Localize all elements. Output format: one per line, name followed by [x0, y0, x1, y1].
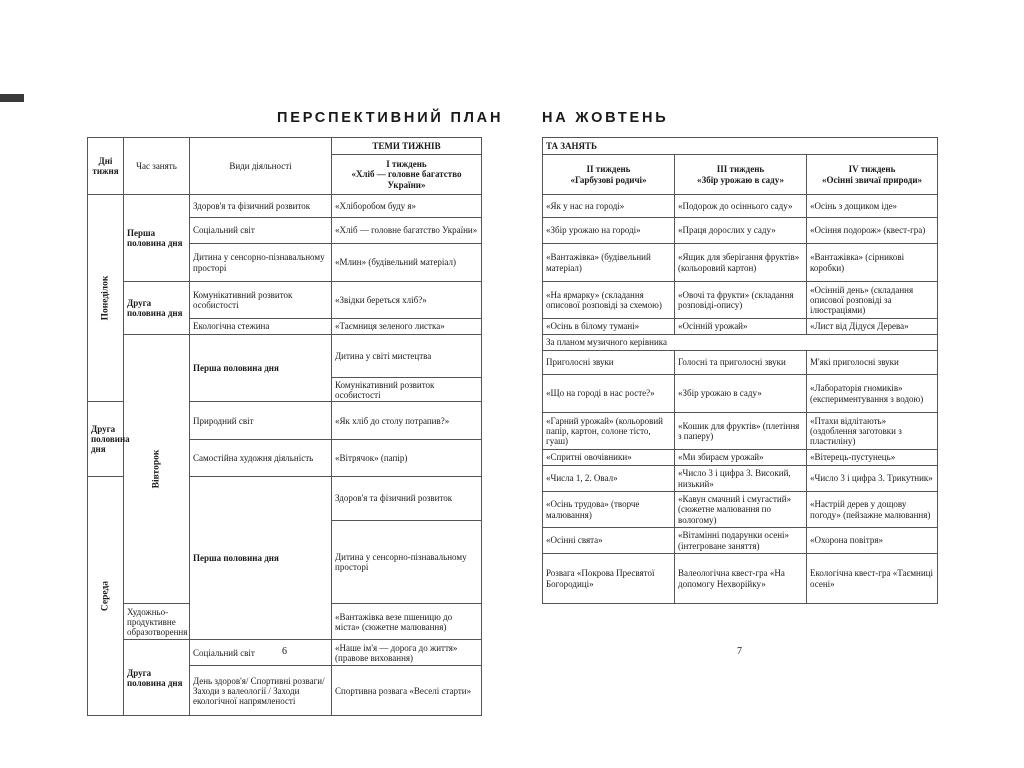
- header-week-themes-continued: ТА ЗАНЯТЬ: [543, 138, 938, 155]
- week-2-theme: «Гарбузові родичі»: [570, 174, 647, 185]
- day-tuesday: [124, 335, 190, 604]
- week-3-num: III тиждень: [716, 164, 765, 175]
- week-2-num: II тиждень: [586, 164, 631, 175]
- week-3-cell: Валеологічна квест-гра «На допомогу Нехворійку»: [675, 554, 807, 604]
- week-4-cell: «Настрій дерев у дощову погоду» (пейзажне малювання): [807, 492, 938, 528]
- merged-music-cell: За планом музичного керівника: [543, 335, 938, 351]
- activity-cell: Дитина у сенсорно-пізнавальному просторі: [332, 520, 482, 604]
- week-2-cell: Розвага «Покрова Пресвятої Богородиці»: [543, 554, 675, 604]
- week-3-cell: «Овочі та фрукти» (складання розповіді-опису): [675, 282, 807, 319]
- week-3-cell: «Вітамінні подарунки осені» (інтегроване заняття): [675, 528, 807, 554]
- week-3-cell: «Праця дорослих у саду»: [675, 218, 807, 244]
- plan-title-left: ПЕРСПЕКТИВНИЙ ПЛАН: [277, 110, 504, 126]
- week-1-cell: «Наше ім'я — дорога до життя» (правове виховання): [332, 640, 482, 666]
- time-wednesday-first: Перша половина дня: [190, 477, 332, 640]
- week-3-cell: «Кошик для фруктів» (плетіння з паперу): [675, 413, 807, 450]
- activity-cell: Соціальний світ: [190, 640, 332, 666]
- week-4-cell: «Осінній день» (складання описової розповіді за ілюстраціями): [807, 282, 938, 319]
- day-wednesday: [88, 477, 124, 716]
- week-4-cell: «Осінь з дощиком іде»: [807, 195, 938, 218]
- week-2-cell: «Збір урожаю на городі»: [543, 218, 675, 244]
- week-4-cell: «Охорона повітря»: [807, 528, 938, 554]
- week-1-cell: «Таємниця зеленого листка»: [332, 319, 482, 335]
- week-2-cell: «Осінь в білому тумані»: [543, 319, 675, 335]
- plan-table-right: [542, 137, 938, 604]
- week-2-cell: «На ярмарку» (складання описової розповіді за схемою): [543, 282, 675, 319]
- activity-cell: Дитина у світі мистецтва: [332, 335, 482, 378]
- activity-cell: Комунікативний розвиток особистості: [190, 282, 332, 319]
- week-2-cell: «Гарний урожай» (кольоровий папір, картон, солоне тісто, гуаш): [543, 413, 675, 450]
- activity-cell: Самостійна художня діяльність: [190, 440, 332, 477]
- week-2-cell: «Як у нас на городі»: [543, 195, 675, 218]
- week-3-cell: «Збір урожаю в саду»: [675, 375, 807, 413]
- activity-cell: Природний світ: [190, 402, 332, 440]
- activity-cell: Соціальний світ: [190, 218, 332, 244]
- day-monday-label: Понеділок: [100, 275, 111, 321]
- week-3-cell: «Число 3 і цифра 3. Високий, низький»: [675, 466, 807, 492]
- week-3-header: [675, 155, 807, 195]
- week-1-cell: «Вантажівка везе пшеницю до міста» (сюжетне малювання): [332, 604, 482, 640]
- week-1-theme: «Хліб — головне багатство України»: [351, 169, 462, 190]
- week-2-cell: «Що на городі в нас росте?»: [543, 375, 675, 413]
- week-1-cell: Спортивна розвага «Веселі старти»: [332, 666, 482, 716]
- week-4-num: IV тиждень: [848, 164, 896, 175]
- page-number-right: 7: [737, 646, 742, 657]
- plan-table-left: [87, 137, 482, 716]
- week-3-cell: «Ми збираєм урожай»: [675, 450, 807, 466]
- week-2-cell: «Осінь трудова» (творче малювання): [543, 492, 675, 528]
- activity-cell: Художньо-продуктивне образотворення: [124, 604, 190, 640]
- week-1-cell: «Хліборобом буду я»: [332, 195, 482, 218]
- week-2-cell: «Спритні овочівники»: [543, 450, 675, 466]
- time-tuesday-first: Перша половина дня: [190, 335, 332, 402]
- week-4-header: [807, 155, 938, 195]
- week-2-cell: «Вантажівка» (будівельний матеріал): [543, 244, 675, 282]
- activity-cell: Здоров'я та фізичний розвиток: [332, 477, 482, 520]
- week-1-cell: «Звідки береться хліб?»: [332, 282, 482, 319]
- week-2-cell: «Числа 1, 2. Овал»: [543, 466, 675, 492]
- week-3-cell: «Осінній урожай»: [675, 319, 807, 335]
- week-2-cell: Приголосні звуки: [543, 351, 675, 375]
- header-time: Час занять: [124, 138, 190, 195]
- week-1-cell: «Як хліб до столу потрапив?»: [332, 402, 482, 440]
- activity-cell: Дитина у сенсорно-пізнавальному просторі: [190, 244, 332, 282]
- week-3-theme: «Збір урожаю в саду»: [697, 174, 784, 185]
- week-2-header: [543, 155, 675, 195]
- header-week-themes: ТЕМИ ТИЖНІВ: [332, 138, 482, 155]
- gutter-mark: [0, 94, 24, 102]
- week-4-cell: Екологічна квест-гра «Таємниці осені»: [807, 554, 938, 604]
- time-tuesday-second: Друга половина дня: [88, 402, 124, 477]
- time-wednesday-second: Друга половина дня: [124, 640, 190, 716]
- day-wednesday-label: Середа: [100, 581, 111, 612]
- day-monday: [88, 195, 124, 402]
- week-3-cell: «Подорож до осіннього саду»: [675, 195, 807, 218]
- page-number-left: 6: [282, 646, 287, 657]
- header-activities: Види діяльності: [190, 138, 332, 195]
- week-1-header: [332, 155, 482, 195]
- activity-cell: Екологічна стежина: [190, 319, 332, 335]
- week-1-cell: «Вітрячок» (папір): [332, 440, 482, 477]
- activity-cell: Здоров'я та фізичний розвиток: [190, 195, 332, 218]
- week-3-cell: «Кавун смачний і смугастий» (сюжетне малювання по вологому): [675, 492, 807, 528]
- activity-cell: День здоров'я/ Спортивні розваги/ Заходи з валеології / Заходи екологічної напрямленості: [190, 666, 332, 716]
- week-4-cell: «Птахи відлітають» (оздоблення заготовки з пластиліну): [807, 413, 938, 450]
- week-4-cell: «Вантажівка» (сірникові коробки): [807, 244, 938, 282]
- week-4-cell: «Лист від Дідуся Дерева»: [807, 319, 938, 335]
- header-days: Дні тижня: [88, 138, 124, 195]
- week-4-cell: М'які приголосні звуки: [807, 351, 938, 375]
- day-tuesday-label: Вівторок: [151, 449, 162, 489]
- activity-cell: Комунікативний розвиток особистості: [332, 378, 482, 402]
- week-3-cell: Голосні та приголосні звуки: [675, 351, 807, 375]
- week-4-cell: «Лабораторія гномиків» (експериментування з водою): [807, 375, 938, 413]
- time-monday-first: Перша половина дня: [124, 195, 190, 282]
- week-1-cell: «Млин» (будівельний матеріал): [332, 244, 482, 282]
- week-4-cell: «Вітерець-пустунець»: [807, 450, 938, 466]
- week-1-cell: «Хліб — головне багатство України»: [332, 218, 482, 244]
- week-1-num: I тиждень: [386, 159, 427, 170]
- time-monday-second: Друга половина дня: [124, 282, 190, 335]
- week-3-cell: «Ящик для зберігання фруктів» (кольоровий картон): [675, 244, 807, 282]
- week-4-cell: «Осіння подорож» (квест-гра): [807, 218, 938, 244]
- week-4-cell: «Число 3 і цифра 3. Трикутник»: [807, 466, 938, 492]
- week-4-theme: «Осінні звичаї природи»: [822, 174, 922, 185]
- plan-title-right: НА ЖОВТЕНЬ: [542, 110, 669, 126]
- week-2-cell: «Осінні свята»: [543, 528, 675, 554]
